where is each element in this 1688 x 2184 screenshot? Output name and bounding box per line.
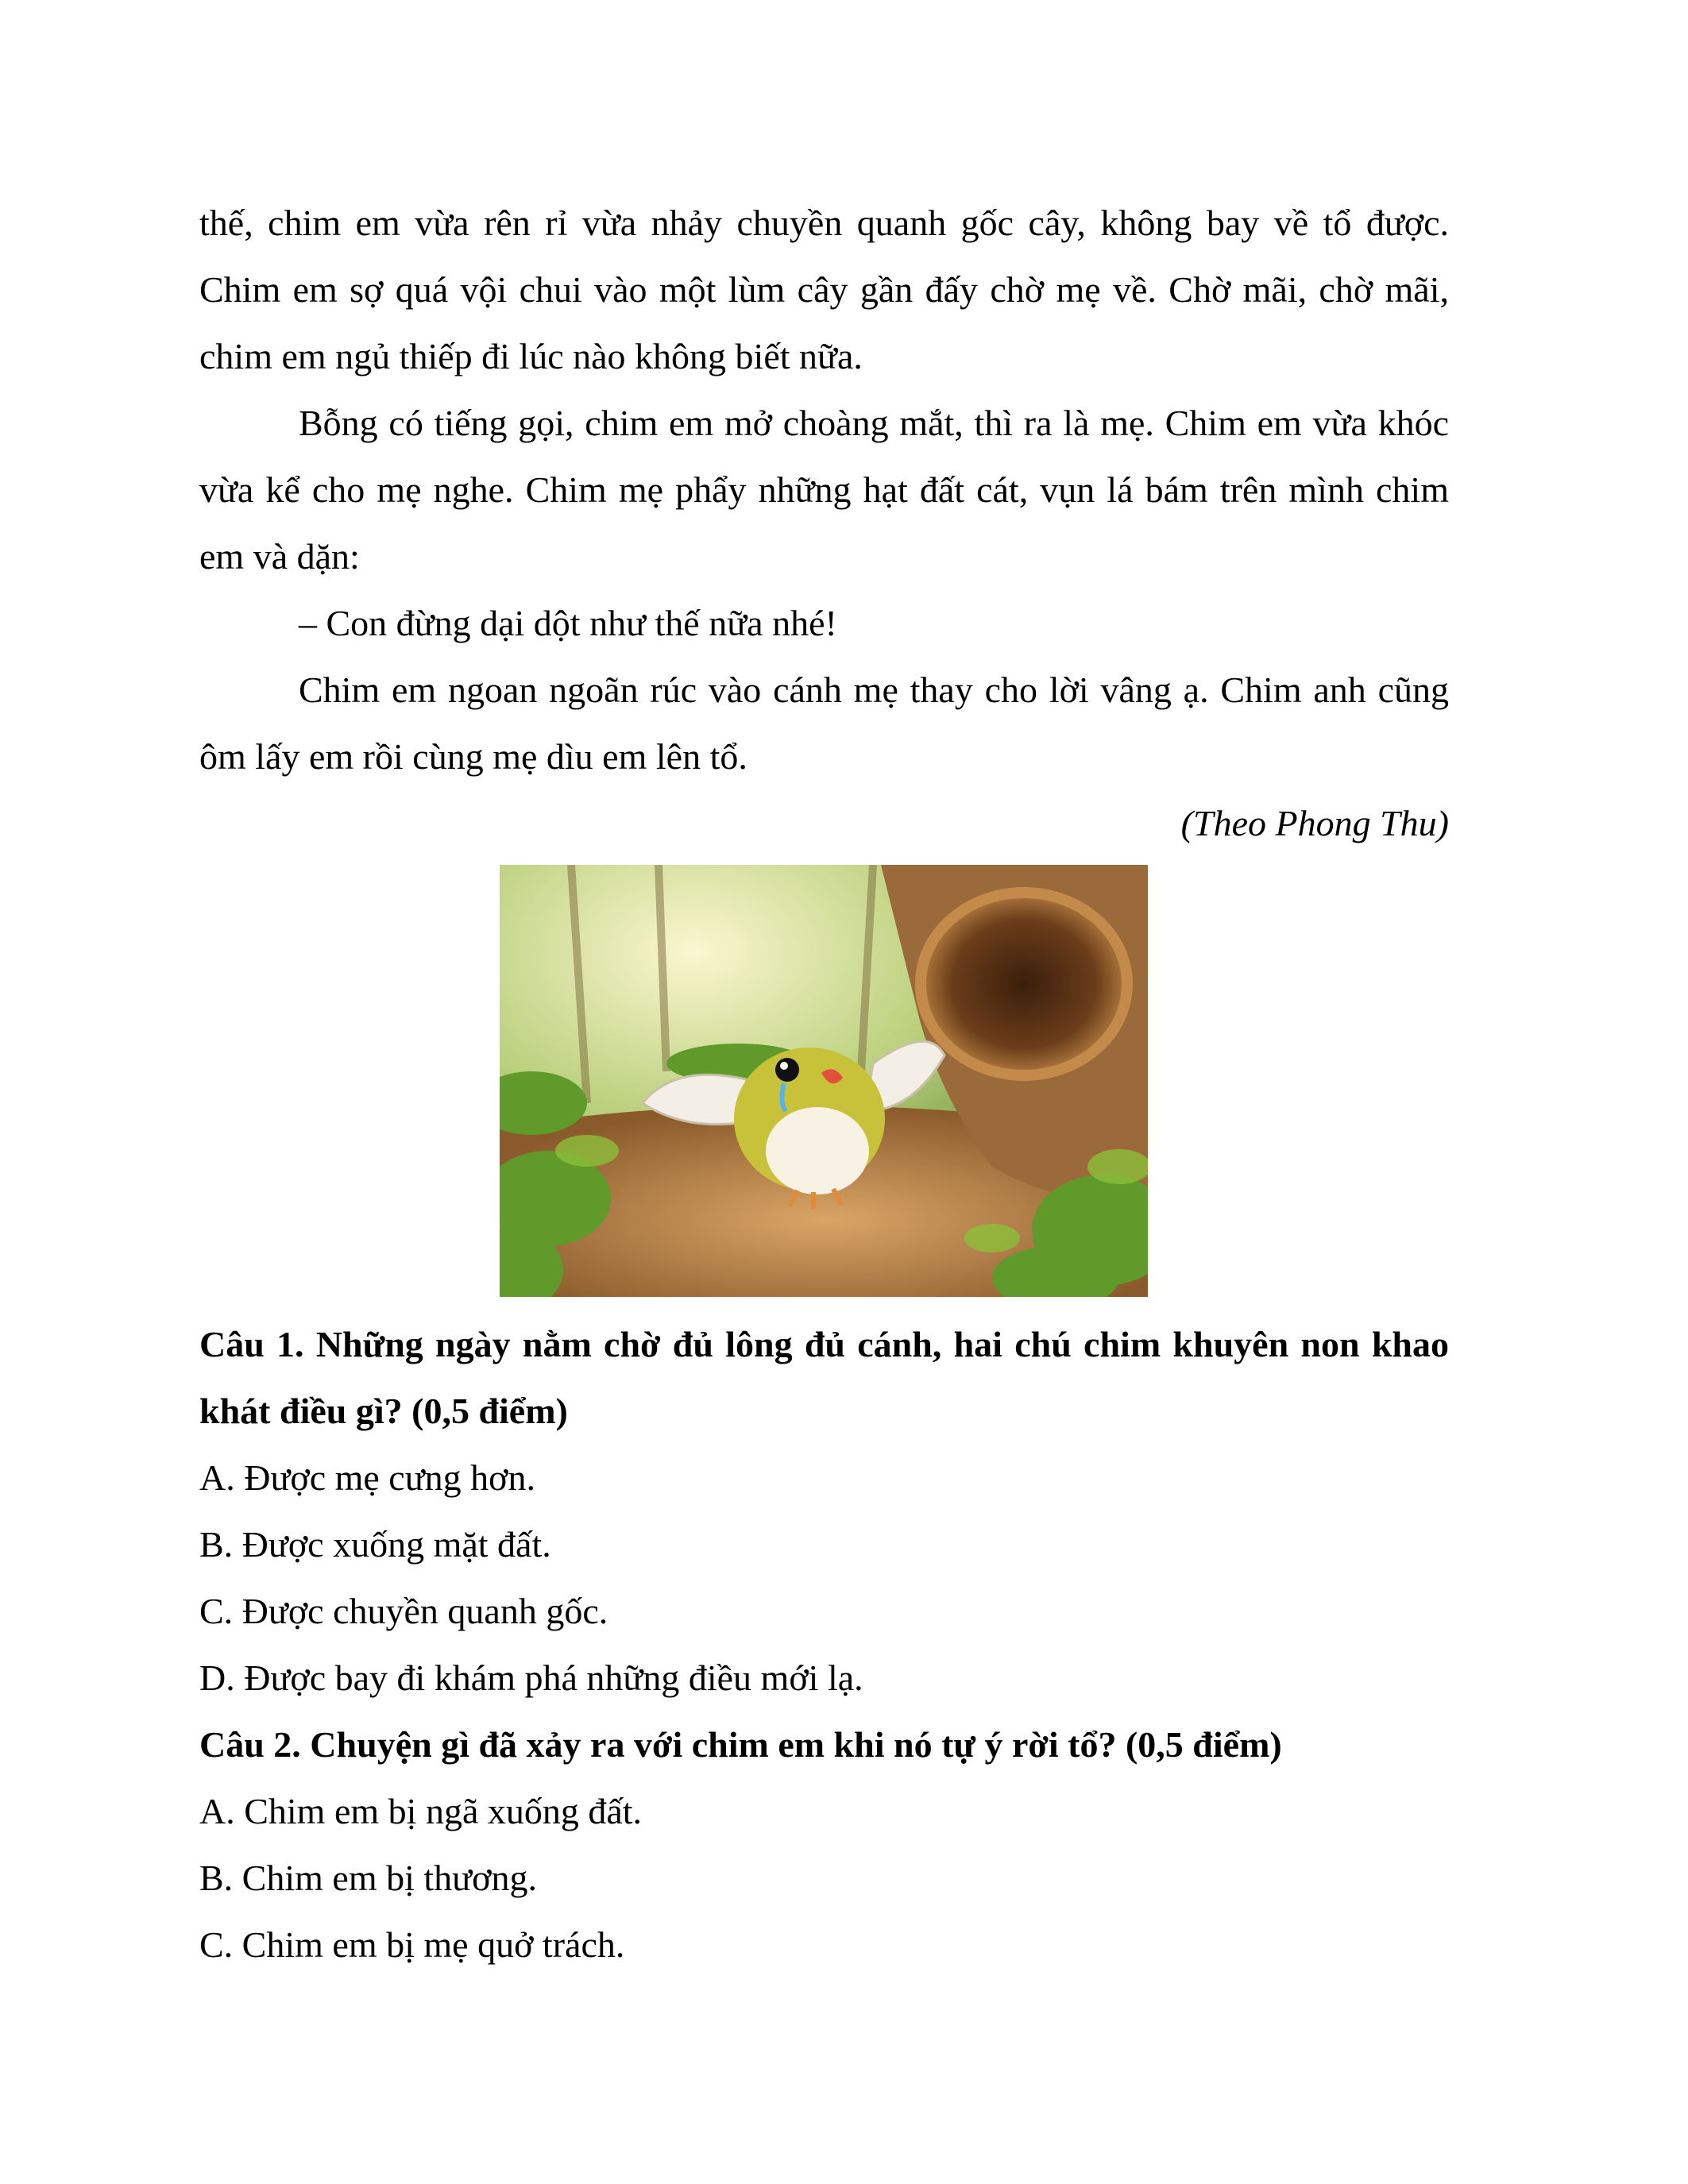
illustration-crying-bird — [500, 865, 1148, 1297]
question-1-option-d: D. Được bay đi khám phá những điều mới lạ. — [199, 1657, 863, 1698]
story-paragraph: thế, chim em vừa rên rỉ vừa nhảy chuyền quanh gốc cây, không bay về tổ được. Chim em sợ quá vội chui vào một lùm cây gần đấy chờ mẹ về. Chờ mãi, chờ mãi, chim em ngủ thiếp đi lúc nào không biết nữa. — [199, 203, 1449, 376]
story-text — [199, 190, 1449, 857]
question-1-title: Câu 1. Những ngày nằm chờ đủ lông đủ cánh, hai chú chim khuyên non khao khát điều gì? (0,5 điểm) — [199, 1324, 1449, 1431]
question-2-option-c: C. Chim em bị mẹ quở trách. — [199, 1924, 625, 1965]
story-paragraph: Chim em ngoan ngoãn rúc vào cánh mẹ thay cho lời vâng ạ. Chim anh cũng ôm lấy em rồi cùng mẹ dìu em lên tổ. — [199, 669, 1449, 777]
story-source: (Theo Phong Thu) — [1180, 803, 1449, 843]
question-2-option-a: A. Chim em bị ngã xuống đất. — [199, 1791, 643, 1831]
questions-section — [199, 1311, 1449, 1978]
question-2-title: Câu 2. Chuyện gì đã xảy ra với chim em khi nó tự ý rời tổ? (0,5 điểm) — [199, 1724, 1282, 1765]
story-paragraph: Bỗng có tiếng gọi, chim em mở choàng mắt, thì ra là mẹ. Chim em vừa khóc vừa kể cho mẹ nghe. Chim mẹ phẩy những hạt đất cát, vụn lá bám trên mình chim em và dặn: — [199, 403, 1449, 577]
question-1-option-a: A. Được mẹ cưng hơn. — [199, 1457, 535, 1498]
story-dialogue: – Con đừng dại dột như thế nữa nhé! — [299, 603, 837, 643]
question-1-option-c: C. Được chuyền quanh gốc. — [199, 1591, 608, 1631]
question-2-option-b: B. Chim em bị thương. — [199, 1858, 537, 1898]
question-1-option-b: B. Được xuống mặt đất. — [199, 1524, 551, 1565]
